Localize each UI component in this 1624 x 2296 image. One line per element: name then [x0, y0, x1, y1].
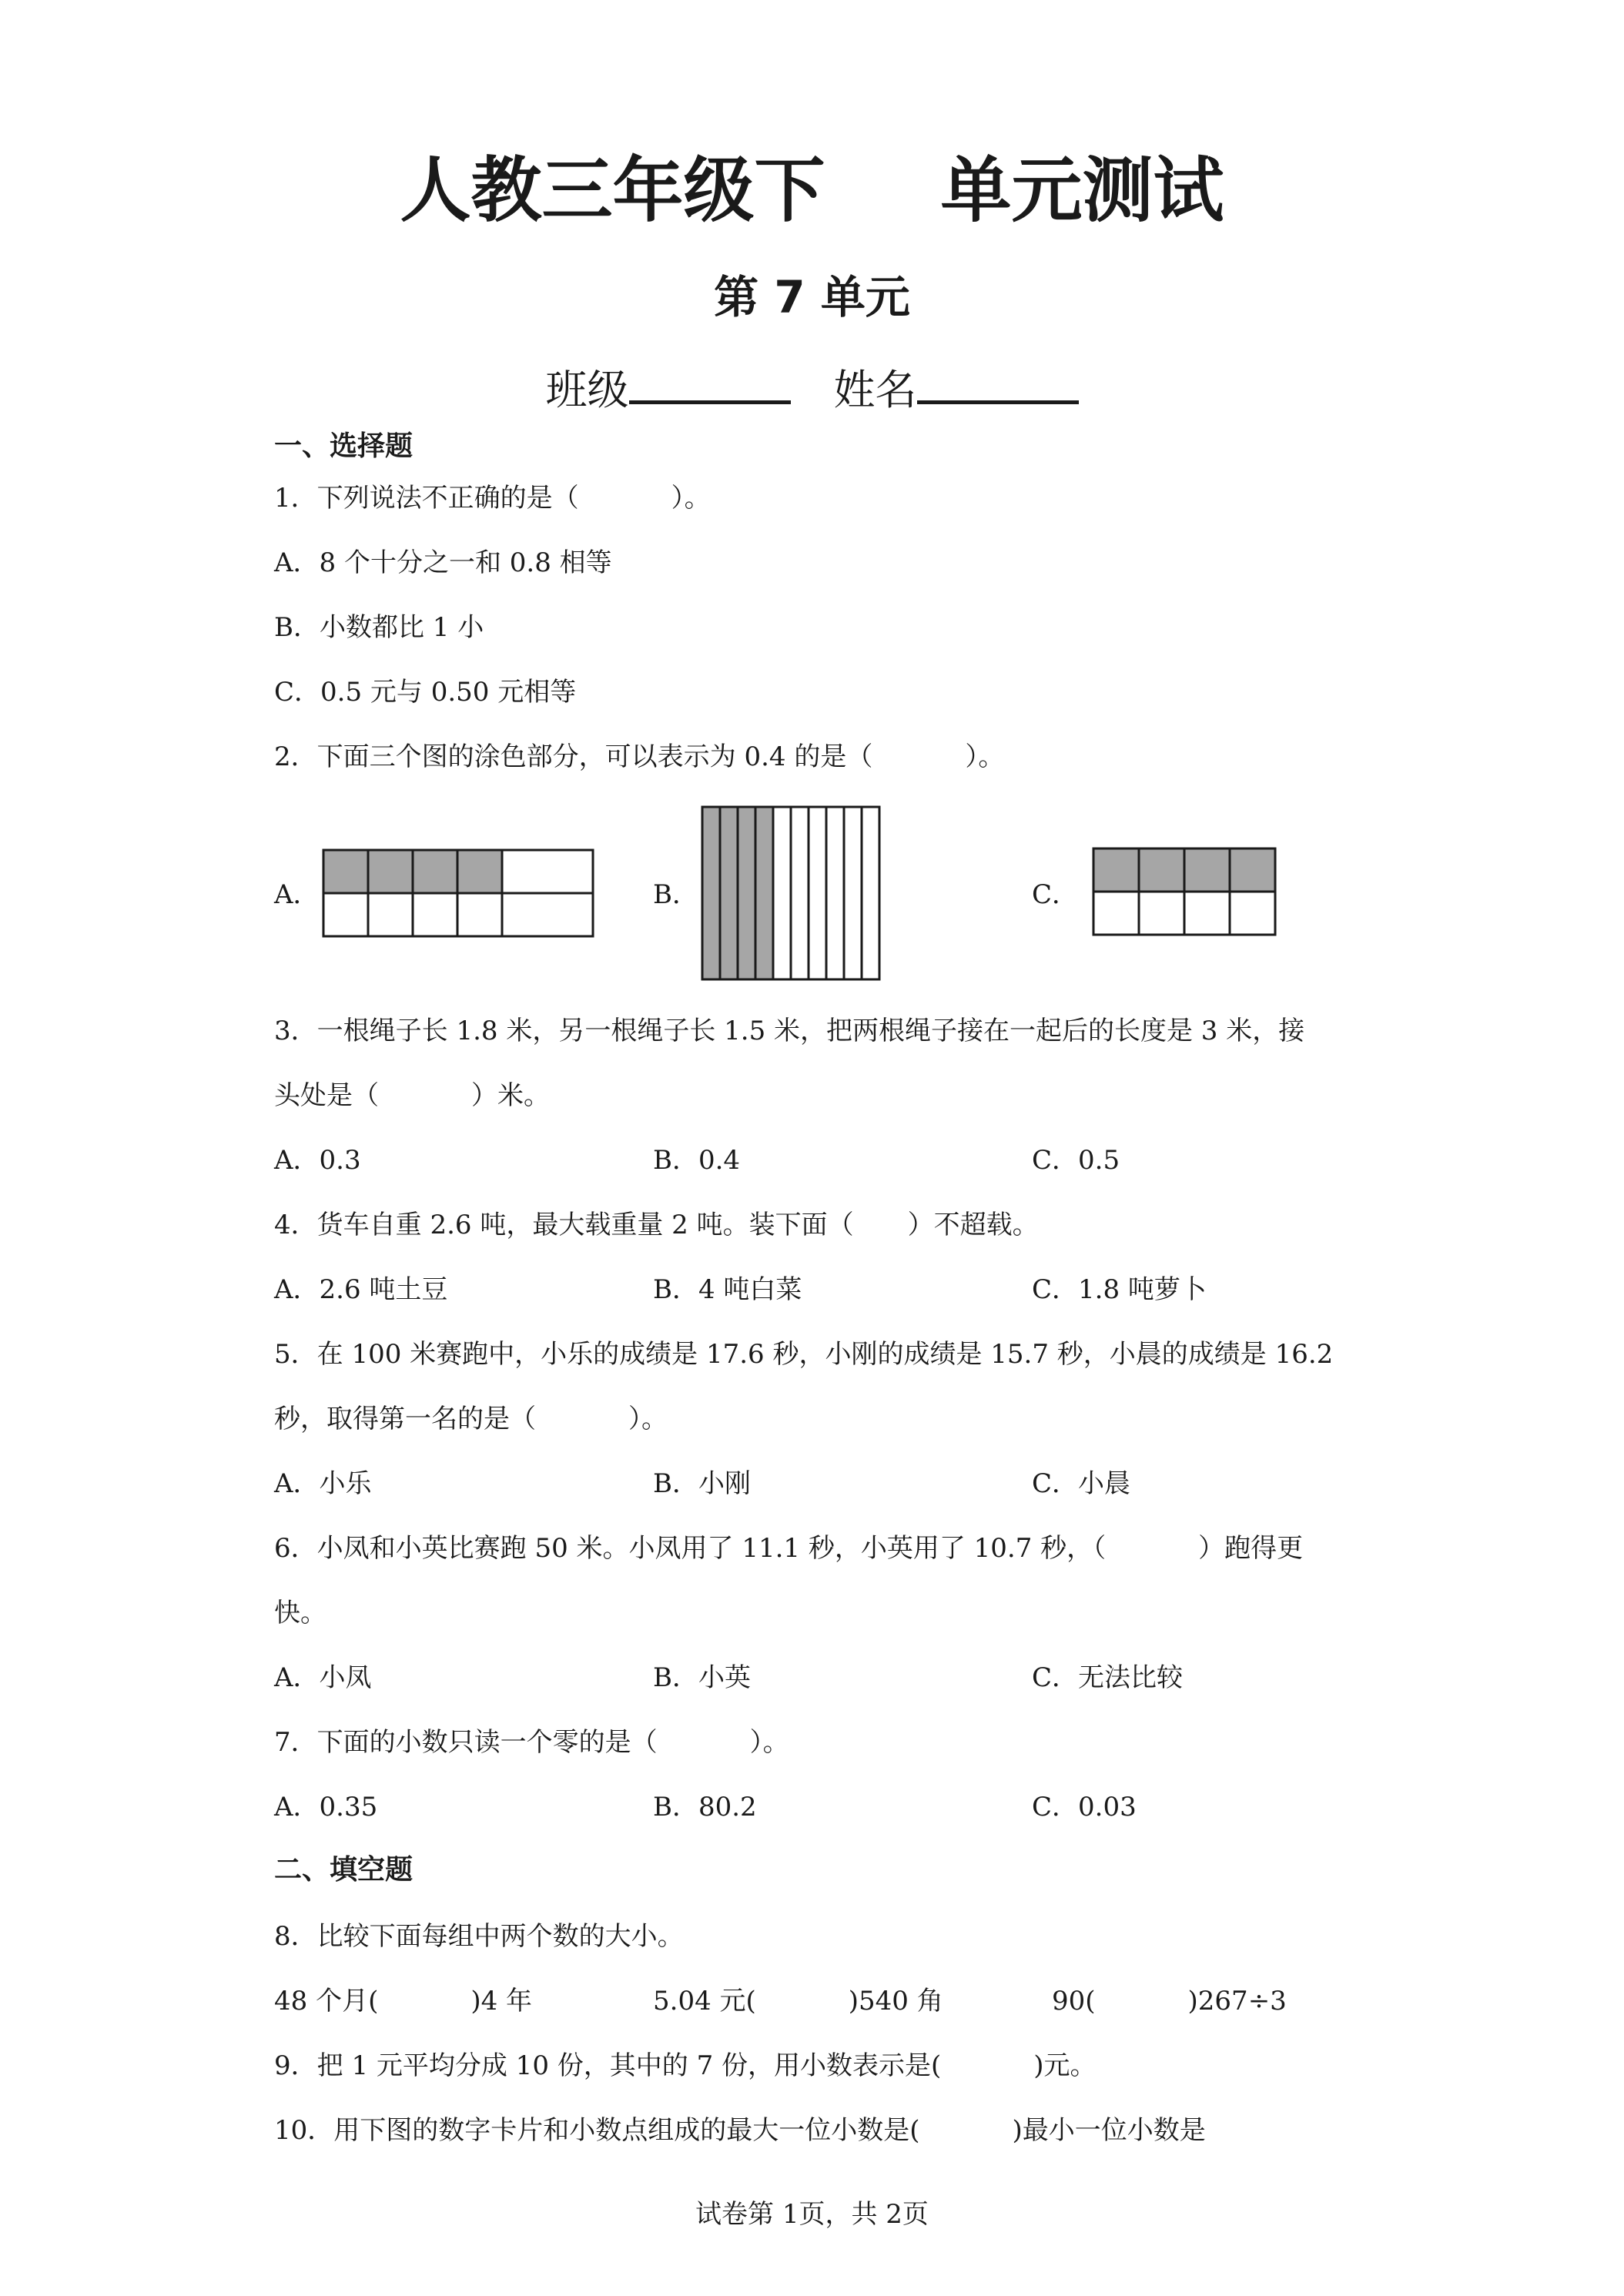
- q2-figure-c-label[interactable]: C．: [1032, 879, 1079, 910]
- unit-subtitle: 第 7 单元: [714, 271, 910, 323]
- title-left: 人教三年级下: [400, 149, 825, 232]
- q8-item-3[interactable]: 90( )267÷3: [1052, 1986, 1287, 2017]
- q6-option-a[interactable]: A．小凤: [274, 1662, 372, 1693]
- q3-option-a[interactable]: A．0.3: [274, 1145, 361, 1176]
- question-8: 8．比较下面每组中两个数的大小。: [274, 1921, 684, 1952]
- q5-option-b[interactable]: B．小刚: [653, 1468, 751, 1499]
- q6-option-c[interactable]: C．无法比较: [1032, 1662, 1184, 1693]
- q2-figure-a-label[interactable]: A．: [274, 879, 320, 910]
- question-5-line-1: 5．在 100 米赛跑中，小乐的成绩是 17.6 秒，小刚的成绩是 15.7 秒，小晨的成绩是 16.2: [274, 1339, 1334, 1370]
- q4-option-c[interactable]: C．1.8 吨萝卜: [1032, 1274, 1207, 1305]
- q7-option-c[interactable]: C．0.03: [1032, 1792, 1137, 1822]
- q6-option-b[interactable]: B．小英: [653, 1662, 751, 1693]
- q7-option-b[interactable]: B．80.2: [653, 1792, 757, 1822]
- q4-option-b[interactable]: B．4 吨白菜: [653, 1274, 802, 1305]
- question-10: 10．用下图的数字卡片和小数点组成的最大一位小数是( )最小一位小数是: [274, 2115, 1206, 2146]
- question-6-line-2: 快。: [274, 1598, 326, 1628]
- name-blank[interactable]: [917, 356, 1079, 404]
- q2-figure-b-label[interactable]: B．: [653, 879, 698, 910]
- q2-figure-a: [323, 850, 594, 936]
- q1-option-a[interactable]: A．8 个十分之一和 0.8 相等: [274, 547, 612, 578]
- section-heading-fill: 二、填空题: [274, 1854, 414, 1886]
- q4-option-a[interactable]: A．2.6 吨土豆: [274, 1274, 448, 1305]
- q3-option-b[interactable]: B．0.4: [653, 1145, 741, 1176]
- question-3-line-1: 3．一根绳子长 1.8 米，另一根绳子长 1.5 米，把两根绳子接在一起后的长度是 3 米，接: [274, 1016, 1305, 1046]
- question-5-line-2: 秒，取得第一名的是（ ）。: [274, 1404, 668, 1434]
- question-2: 2．下面三个图的涂色部分，可以表示为 0.4 的是（ ）。: [274, 741, 1005, 772]
- q3-option-c[interactable]: C．0.5: [1032, 1145, 1120, 1176]
- title-right: 单元测试: [940, 149, 1224, 232]
- question-1: 1．下列说法不正确的是（ ）。: [274, 483, 711, 514]
- q8-item-2[interactable]: 5.04 元( )540 角: [653, 1986, 943, 2017]
- q5-option-c[interactable]: C．小晨: [1032, 1468, 1131, 1499]
- page-footer: 试卷第 1页，共 2页: [695, 2199, 929, 2230]
- question-4: 4．货车自重 2.6 吨，最大载重量 2 吨。装下面（ ）不超载。: [274, 1210, 1039, 1240]
- class-name-line: [0, 356, 1624, 420]
- q5-option-a[interactable]: A．小乐: [274, 1468, 372, 1499]
- section-heading-choice: 一、选择题: [274, 430, 414, 462]
- class-label: 班级: [545, 366, 629, 414]
- name-label: 姓名: [833, 366, 917, 414]
- q1-option-b[interactable]: B．小数都比 1 小: [274, 612, 484, 643]
- question-9: 9．把 1 元平均分成 10 份，其中的 7 份，用小数表示是( )元。: [274, 2050, 1097, 2081]
- question-3-line-2: 头处是（ ）米。: [274, 1080, 550, 1111]
- q1-option-c[interactable]: C．0.5 元与 0.50 元相等: [274, 677, 577, 708]
- q2-figure-c: [1093, 848, 1275, 935]
- class-blank[interactable]: [629, 356, 791, 404]
- q2-figure-b: [702, 807, 879, 979]
- question-7: 7．下面的小数只读一个零的是（ ）。: [274, 1727, 789, 1758]
- question-6-line-1: 6．小凤和小英比赛跑 50 米。小凤用了 11.1 秒，小英用了 10.7 秒，（ ）跑得更: [274, 1533, 1304, 1564]
- q8-item-1[interactable]: 48 个月( )4 年: [274, 1986, 533, 2017]
- q7-option-a[interactable]: A．0.35: [274, 1792, 378, 1822]
- page-title: [0, 145, 1624, 237]
